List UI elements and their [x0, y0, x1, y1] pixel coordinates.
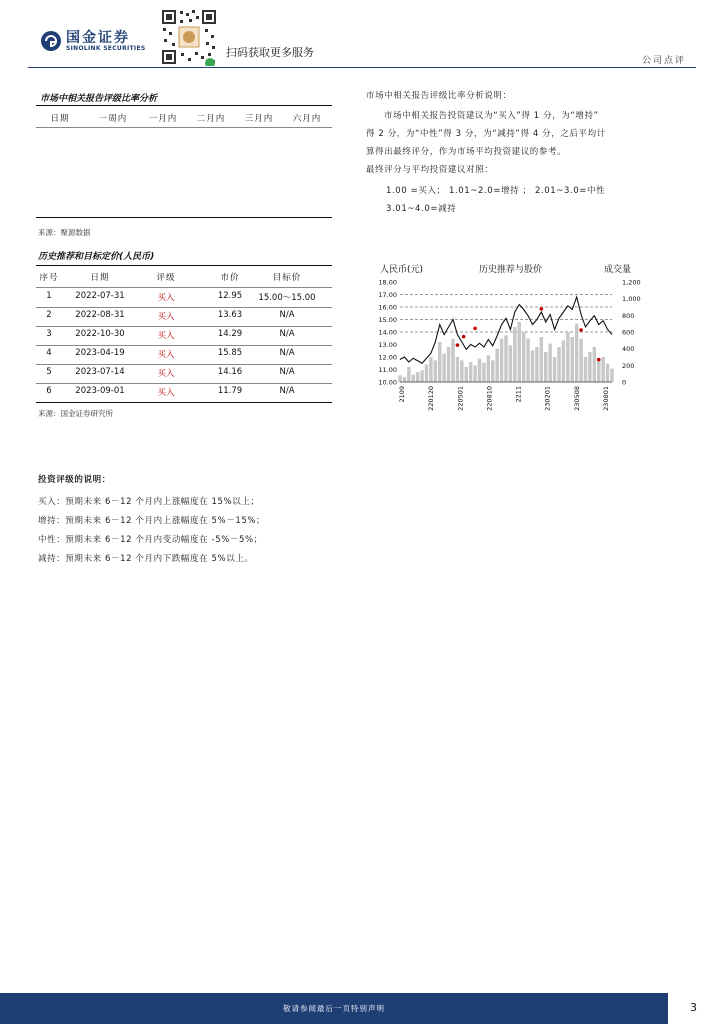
chart-left-tick-label: 14.00: [378, 328, 397, 337]
chart-volume-bar: [557, 347, 560, 382]
history-cell-target: 15.00～15.00: [258, 293, 316, 303]
chart-volume-bar: [438, 342, 441, 382]
history-cell-index: 2: [46, 310, 52, 320]
chart-left-tick-label: 18.00: [378, 278, 397, 287]
chart-left-tick-label: 15.00: [378, 316, 397, 324]
price-history-chart: [362, 258, 652, 420]
rating-def-neutral: 中性：预期未来 6－12 个月内变动幅度在 -5%－5%；: [38, 535, 263, 545]
history-cell-index: 1: [46, 291, 52, 301]
rating-stats-col-1m: 一月内: [148, 114, 178, 124]
history-cell-date: 2023-04-19: [75, 348, 125, 358]
history-col-target: 目标价: [272, 273, 302, 283]
chart-right-tick-label: 800: [622, 311, 635, 320]
chart-volume-bar: [434, 360, 437, 382]
chart-volume-bar: [562, 340, 565, 382]
chart-volume-bar: [518, 322, 521, 382]
history-cell-target: N/A: [279, 348, 295, 358]
chart-volume-bar: [575, 324, 578, 382]
rating-stats-header-rule: [36, 127, 332, 128]
history-col-index: 序号: [39, 273, 59, 283]
chart-left-tick-label: 16.00: [378, 303, 397, 312]
chart-recommendation-marker: [579, 328, 583, 332]
history-cell-rating: 买入: [157, 331, 175, 341]
history-cell-date: 2023-09-01: [75, 386, 125, 396]
history-row: [36, 326, 332, 345]
history-cell-date: 2022-10-30: [75, 329, 125, 339]
chart-volume-bar: [571, 337, 574, 382]
chart-recommendation-marker: [540, 307, 544, 311]
chart-volume-bar: [451, 339, 454, 382]
chart-volume-bar: [584, 357, 587, 382]
chart-volume-bar: [407, 367, 410, 382]
chart-volume-bar: [593, 347, 596, 382]
history-top-rule: [36, 265, 332, 266]
company-logo-icon: [40, 30, 62, 52]
chart-volume-bar: [509, 345, 512, 382]
rating-def-reduce: 减持：预期未来 6－12 个月内下跌幅度在 5%以上。: [38, 554, 254, 564]
chart-volume-bar: [495, 349, 498, 382]
chart-volume-bar: [579, 339, 582, 382]
chart-volume-bar: [429, 357, 432, 382]
chart-gridlines: [400, 295, 612, 333]
chart-right-tick-label: 600: [622, 328, 635, 337]
chart-volume-bar: [469, 362, 472, 382]
chart-left-tick-label: 11.00: [378, 366, 397, 374]
rating-explain-map1: 1.00 =买入； 1.01~2.0=增持 ； 2.01~3.0=中性: [386, 186, 606, 196]
chart-volume-bar: [403, 377, 406, 382]
chart-volume-bar: [522, 332, 525, 382]
history-cell-target: N/A: [279, 329, 295, 339]
rating-stats-source: 来源：聚源数据: [38, 228, 91, 237]
rating-explain-line3: 算得出最终评分，作为市场平均投资建议的参考。: [366, 147, 567, 157]
history-cell-price: 14.16: [217, 367, 243, 377]
chart-left-tick-label: 17.00: [378, 291, 397, 299]
chart-volume-bar: [482, 363, 485, 382]
history-row: [36, 345, 332, 364]
history-row: [36, 288, 332, 307]
chart-volume-bar: [597, 359, 600, 382]
chart-x-tick-label: 220501: [456, 386, 465, 411]
chart-volume-bar: [425, 365, 428, 383]
history-row: [36, 383, 332, 402]
company-name-cn: 国金证券: [66, 30, 130, 46]
chart-volume-bar: [473, 365, 476, 382]
history-row: [36, 364, 332, 383]
history-col-price: 市价: [220, 273, 240, 283]
chart-left-axis-label: 人民币(元): [380, 265, 424, 275]
rating-explain-map2: 3.01~4.0=减持: [386, 204, 457, 214]
history-cell-rating: 买入: [157, 293, 175, 303]
history-cell-price: 12.95: [217, 291, 243, 301]
chart-volume-bar: [548, 344, 551, 382]
chart-left-ticks: [378, 279, 397, 387]
rating-stats-col-3m: 三月内: [244, 114, 274, 124]
chart-right-tick-label: 200: [622, 361, 635, 370]
chart-volume-bar: [544, 352, 547, 382]
chart-volume-bar: [491, 360, 494, 382]
chart-x-tick-label: 220120: [427, 386, 436, 411]
chart-volume-bar: [535, 347, 538, 382]
chart-x-tick-label: 230508: [572, 386, 581, 411]
rating-def-add: 增持：预期未来 6－12 个月内上涨幅度在 5%－15%；: [38, 516, 266, 526]
document-type-label: 公司点评: [641, 56, 686, 66]
rating-stats-col-1w: 一周内: [98, 114, 128, 124]
chart-right-tick-label: 0: [622, 378, 627, 387]
history-title: 历史推荐和目标定价(人民币): [38, 252, 155, 262]
chart-volume-bar: [416, 372, 419, 382]
history-cell-rating: 买入: [157, 312, 175, 322]
history-source: 来源：国金证券研究所: [38, 409, 113, 418]
chart-volume-bar: [478, 359, 481, 382]
header-divider: [28, 67, 696, 68]
history-cell-target: N/A: [279, 386, 295, 396]
chart-x-tick-label: 220810: [485, 386, 494, 411]
history-col-rating: 评级: [156, 273, 176, 283]
rating-stats-bottom-rule: [36, 217, 332, 218]
rating-explain-line4: 最终评分与平均投资建议对照：: [366, 165, 494, 175]
history-row: [36, 307, 332, 326]
history-cell-rating: 买入: [157, 369, 175, 379]
chart-recommendation-marker: [597, 358, 601, 362]
qr-code-icon: [160, 8, 218, 66]
rating-stats-col-2m: 二月内: [196, 114, 226, 124]
chart-volume-bar: [610, 369, 613, 382]
history-cell-index: 4: [46, 348, 52, 358]
chart-right-tick-label: 1,000: [622, 295, 641, 304]
chart-volume-bar: [513, 327, 516, 382]
chart-volume-bar: [588, 352, 591, 382]
chart-volume-bar: [465, 367, 468, 382]
rating-stats-title: 市场中相关报告评级比率分析: [40, 94, 158, 104]
rating-explain-line2: 得 2 分，为“中性”得 3 分，为“减持”得 4 分，之后平均计: [366, 129, 606, 139]
history-cell-price: 11.79: [217, 386, 243, 396]
history-bottom-rule: [36, 402, 332, 403]
history-cell-index: 3: [46, 329, 52, 339]
chart-x-tick-label: 2109: [398, 386, 406, 403]
history-cell-date: 2022-08-31: [75, 310, 125, 320]
chart-right-axis-label: 成交量: [604, 265, 632, 275]
chart-volume-bar: [540, 337, 543, 382]
chart-left-tick-label: 13.00: [378, 341, 397, 349]
chart-volume-bar: [500, 339, 503, 382]
history-cell-price: 14.29: [217, 329, 243, 339]
history-cell-price: 15.85: [217, 348, 243, 358]
chart-x-tick-label: 2211: [514, 386, 523, 403]
chart-volume-bar: [606, 364, 609, 382]
rating-stats-top-rule: [36, 105, 332, 106]
history-cell-target: N/A: [279, 310, 295, 320]
chart-recommendation-marker: [456, 343, 460, 347]
chart-volume-bar: [460, 360, 463, 382]
footer-disclaimer: 敬请参阅最后一页特别声明: [283, 1004, 385, 1013]
chart-left-tick-label: 12.00: [378, 353, 397, 362]
rating-explain-title: 市场中相关报告评级比率分析说明：: [366, 91, 512, 101]
history-cell-target: N/A: [279, 367, 295, 377]
history-cell-index: 5: [46, 367, 52, 377]
chart-volume-bar: [420, 370, 423, 382]
chart-volume-bar: [456, 357, 459, 382]
chart-right-tick-label: 1,200: [622, 278, 641, 287]
history-col-date: 日期: [90, 273, 110, 283]
chart-x-ticks: [398, 386, 610, 411]
chart-left-tick-label: 10.00: [378, 378, 397, 387]
history-cell-date: 2022-07-31: [75, 291, 125, 301]
chart-volume-bar: [601, 357, 604, 382]
history-cell-date: 2023-07-14: [75, 367, 125, 377]
chart-volume-bar: [566, 332, 569, 382]
rating-stats-col-date: 日期: [50, 114, 70, 124]
chart-volume-bar: [531, 350, 534, 382]
chart-volume-bar: [447, 347, 450, 382]
rating-explain-line1: 市场中相关报告投资建议为“买入”得 1 分，为“增持”: [384, 111, 599, 121]
scan-service-text: 扫码获取更多服务: [226, 46, 314, 59]
chart-right-tick-label: 400: [622, 345, 635, 354]
chart-volume-bar: [504, 335, 507, 382]
page-number: 3: [690, 1001, 697, 1014]
chart-right-ticks: [622, 279, 641, 387]
chart-recommendation-marker: [462, 335, 466, 339]
chart-volume-bar: [412, 375, 415, 383]
chart-volume-bar: [442, 354, 445, 382]
chart-volume-bar: [487, 355, 490, 382]
chart-recommendation-marker: [473, 327, 477, 331]
history-cell-price: 13.63: [217, 310, 243, 320]
history-cell-rating: 买入: [157, 388, 175, 398]
rating-def-title: 投资评级的说明：: [38, 475, 111, 485]
history-cell-index: 6: [46, 386, 52, 396]
chart-title: 历史推荐与股价: [479, 265, 543, 275]
company-name-en: SINOLINK SECURITIES: [66, 45, 146, 52]
chart-x-tick-label: 230801: [602, 386, 610, 411]
history-cell-rating: 买入: [157, 350, 175, 360]
chart-volume-bar: [398, 375, 401, 382]
chart-volume-bar: [526, 339, 529, 382]
rating-stats-col-6m: 六月内: [292, 114, 322, 124]
rating-def-buy: 买入：预期未来 6－12 个月内上涨幅度在 15%以上；: [38, 497, 260, 507]
chart-volume-bar: [553, 357, 556, 382]
chart-x-tick-label: 230201: [543, 386, 552, 411]
